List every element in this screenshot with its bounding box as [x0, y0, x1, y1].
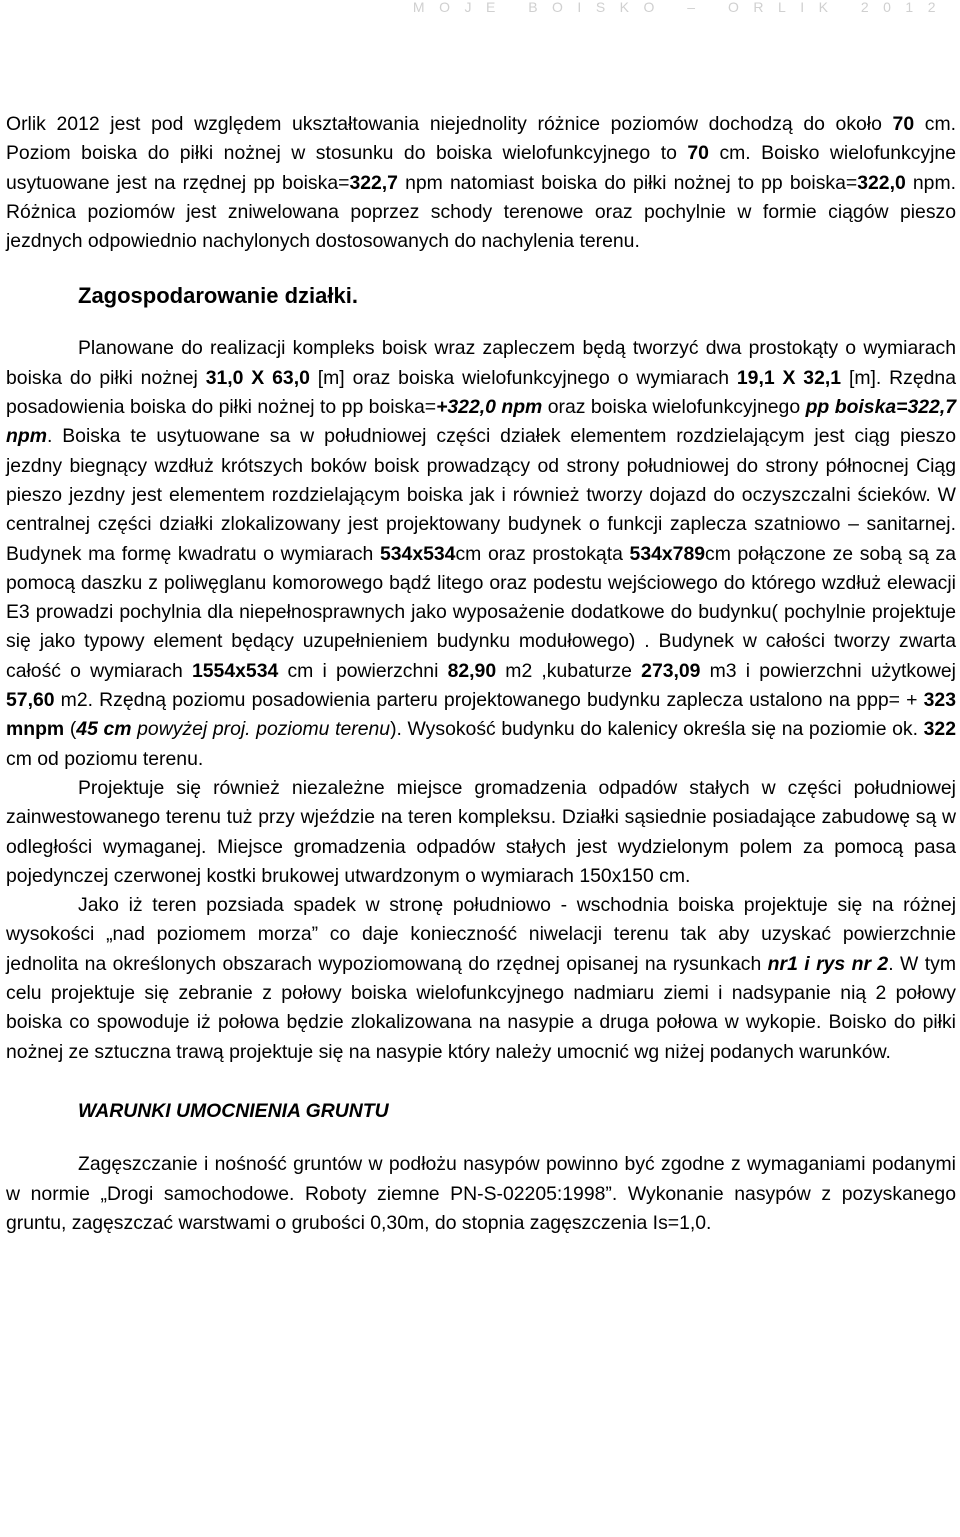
text-run: cm połączone ze sobą są za pomocą daszku z poliwęglanu komorowego bądź litego oraz podestu wejściowego do którego wzdłuż elewacji E3 prowadzi pochylnia dla niepełnosprawnych jako wyposażenie dodatkowe do budynku( pochylnie projektuje się jako typowy element będący uzupełnieniem budynku modułowego) . Budynek w całości tworzy zwarta całość o wymiarach	[6, 542, 956, 682]
text-run: nr1 i rys nr 2	[767, 952, 889, 975]
text-run: m3 i powierzchni użytkowej	[700, 659, 956, 682]
running-header-title: MOJE BOISKO – ORLIK 2012	[412, 0, 950, 15]
text-run: Zagęszczanie i nośność gruntów w podłożu nasypów powinno być zgodne z wymaganiami podanymi w normie „Drogi samochodowe. Roboty ziemne PN-S-02205:1998”. Wykonanie nasypów z pozyskanego gruntu, zagęszczać warstwami o grubości 0,30m, do stopnia zagęszczenia Is=1,0.	[6, 1153, 956, 1234]
text-run: . W tym celu projektuje się zebranie z połowy boiska wielofunkcyjnego nadmiaru ziemi i nadsypanie nią 2 połowy boiska co spowoduje iż połowa będzie zlokalizowana na nasypie a druga połowa w wykopie. Boisko do piłki nożnej ze sztuczna trawą projektuje się na nasypie który należy umocnić wg niżej podanych warunków.	[6, 952, 957, 1063]
paragraph-terrain-slope	[6, 891, 956, 1067]
text-run: . Boiska te usytuowane sa w południowej części działek elementem rozdzielającym jest ciąg pieszo jezdny biegnący wzdłuż krótszych boków boisk prowadzący od strony południowej do strony północnej Ciąg pieszo jezdny jest elementem rozdzielającym boiska jak i również tworzy dojazd do oczyszczalni ścieków. W centralnej części działki zlokalizowany jest projektowany budynek o funkcji zaplecza szatniowo – sanitarnej. Budynek ma formę kwadratu o wymiarach	[6, 425, 956, 565]
text-run: 322,7	[349, 171, 398, 194]
running-header	[0, 0, 960, 22]
text-run: 31,0 X 63,0	[205, 366, 310, 389]
text-run: 1554x534	[191, 659, 279, 682]
paragraph-soil-compaction	[6, 1150, 956, 1238]
text-run: (	[64, 718, 77, 741]
text-run: 57,60	[6, 689, 55, 712]
text-run: 82,90	[447, 659, 497, 682]
text-run: 19,1 X 32,1	[736, 366, 842, 389]
text-run: ). Wysokość budynku do kalenicy określa się na poziomie ok.	[390, 718, 924, 741]
text-run: Planowane do realizacji kompleks boisk wraz zapleczem będą tworzyć dwa prostokąty o wymiarach boiska do piłki nożnej	[6, 337, 956, 389]
document-body	[6, 110, 956, 1238]
section-heading-site-development: Zagospodarowanie działki.	[78, 283, 358, 309]
text-run: pp boiska=322,7 npm	[6, 396, 956, 448]
text-run: 322	[923, 718, 956, 741]
text-run: Orlik 2012 jest pod względem ukształtowania niejednolity różnice poziomów dochodzą do około	[6, 113, 893, 135]
section-heading-soil-conditions: WARUNKI UMOCNIENIA GRUNTU	[78, 1099, 389, 1122]
text-run: 534x789	[629, 542, 706, 565]
text-run: 70	[892, 113, 915, 135]
text-run: 323 mnpm	[6, 689, 956, 741]
paragraph-planned-layout	[6, 334, 956, 773]
text-run: cm od poziomu terenu.	[6, 747, 204, 770]
text-run: Jako iż teren pozsiada spadek w stronę południowo - wschodnia boiska projektuje się na różnej wysokości „nad poziomem morza” co daje konieczność niwelacji terenu tak aby uzyskać powierzchnie jednolita na określonych obszarach wypoziomowaną do rzędnej opisanej na rysunkach	[6, 894, 956, 975]
text-run: cm oraz prostokąta	[455, 542, 630, 565]
text-run: cm i powierzchni	[278, 659, 448, 682]
text-run: Projektuje się również niezależne miejsce gromadzenia odpadów stałych w części południowej zainwestowanego terenu tuż przy wjeździe na teren kompleksu. Działki sąsiednie posiadające zabudowę są w odległości wymaganej. Miejsce gromadzenia odpadów stałych jest wydzielonym polem za pomocą pasa pojedynczej czerwonej kostki brukowej utwardzonym o wymiarach 150x150 cm.	[6, 776, 956, 887]
text-run: 273,09	[641, 659, 701, 682]
text-run: [m] oraz boiska wielofunkcyjnego o wymiarach	[309, 366, 737, 389]
text-run: 322,0	[857, 171, 906, 194]
text-run: npm. Różnica poziomów jest zniwelowana poprzez schody terenowe oraz pochylnie w formie ciągów pieszo jezdnych odpowiednio nachylonych dostosowanych do nachylenia terenu.	[6, 171, 956, 253]
text-run: oraz boiska wielofunkcyjnego	[542, 396, 806, 419]
text-run: m2 ,kubaturze	[496, 659, 642, 682]
text-run: cm. Boisko wielofunkcyjne usytuowane jest na rzędnej pp boiska=	[6, 142, 956, 194]
text-run: 70	[687, 142, 709, 165]
paragraph-waste-area	[6, 774, 956, 891]
text-run: +322,0 npm	[436, 396, 543, 419]
text-run: cm. Poziom boiska do piłki nożnej w stosunku do boiska wielofunkcyjnego to	[6, 113, 956, 165]
text-run: 534x534	[379, 542, 456, 565]
text-run: [m]. Rzędna posadowienia boiska do piłki nożnej to pp boiska=	[6, 366, 956, 419]
text-run: 45 cm	[76, 718, 132, 741]
text-run: m2. Rzędną poziomu posadowienia parteru projektowanego budynku zaplecza ustalono na ppp= +	[54, 689, 924, 712]
text-run: npm natomiast boiska do piłki nożnej to pp boiska=	[397, 171, 858, 194]
paragraph-level-differences	[6, 110, 956, 256]
text-run: powyżej proj. poziomu terenu	[131, 718, 391, 741]
